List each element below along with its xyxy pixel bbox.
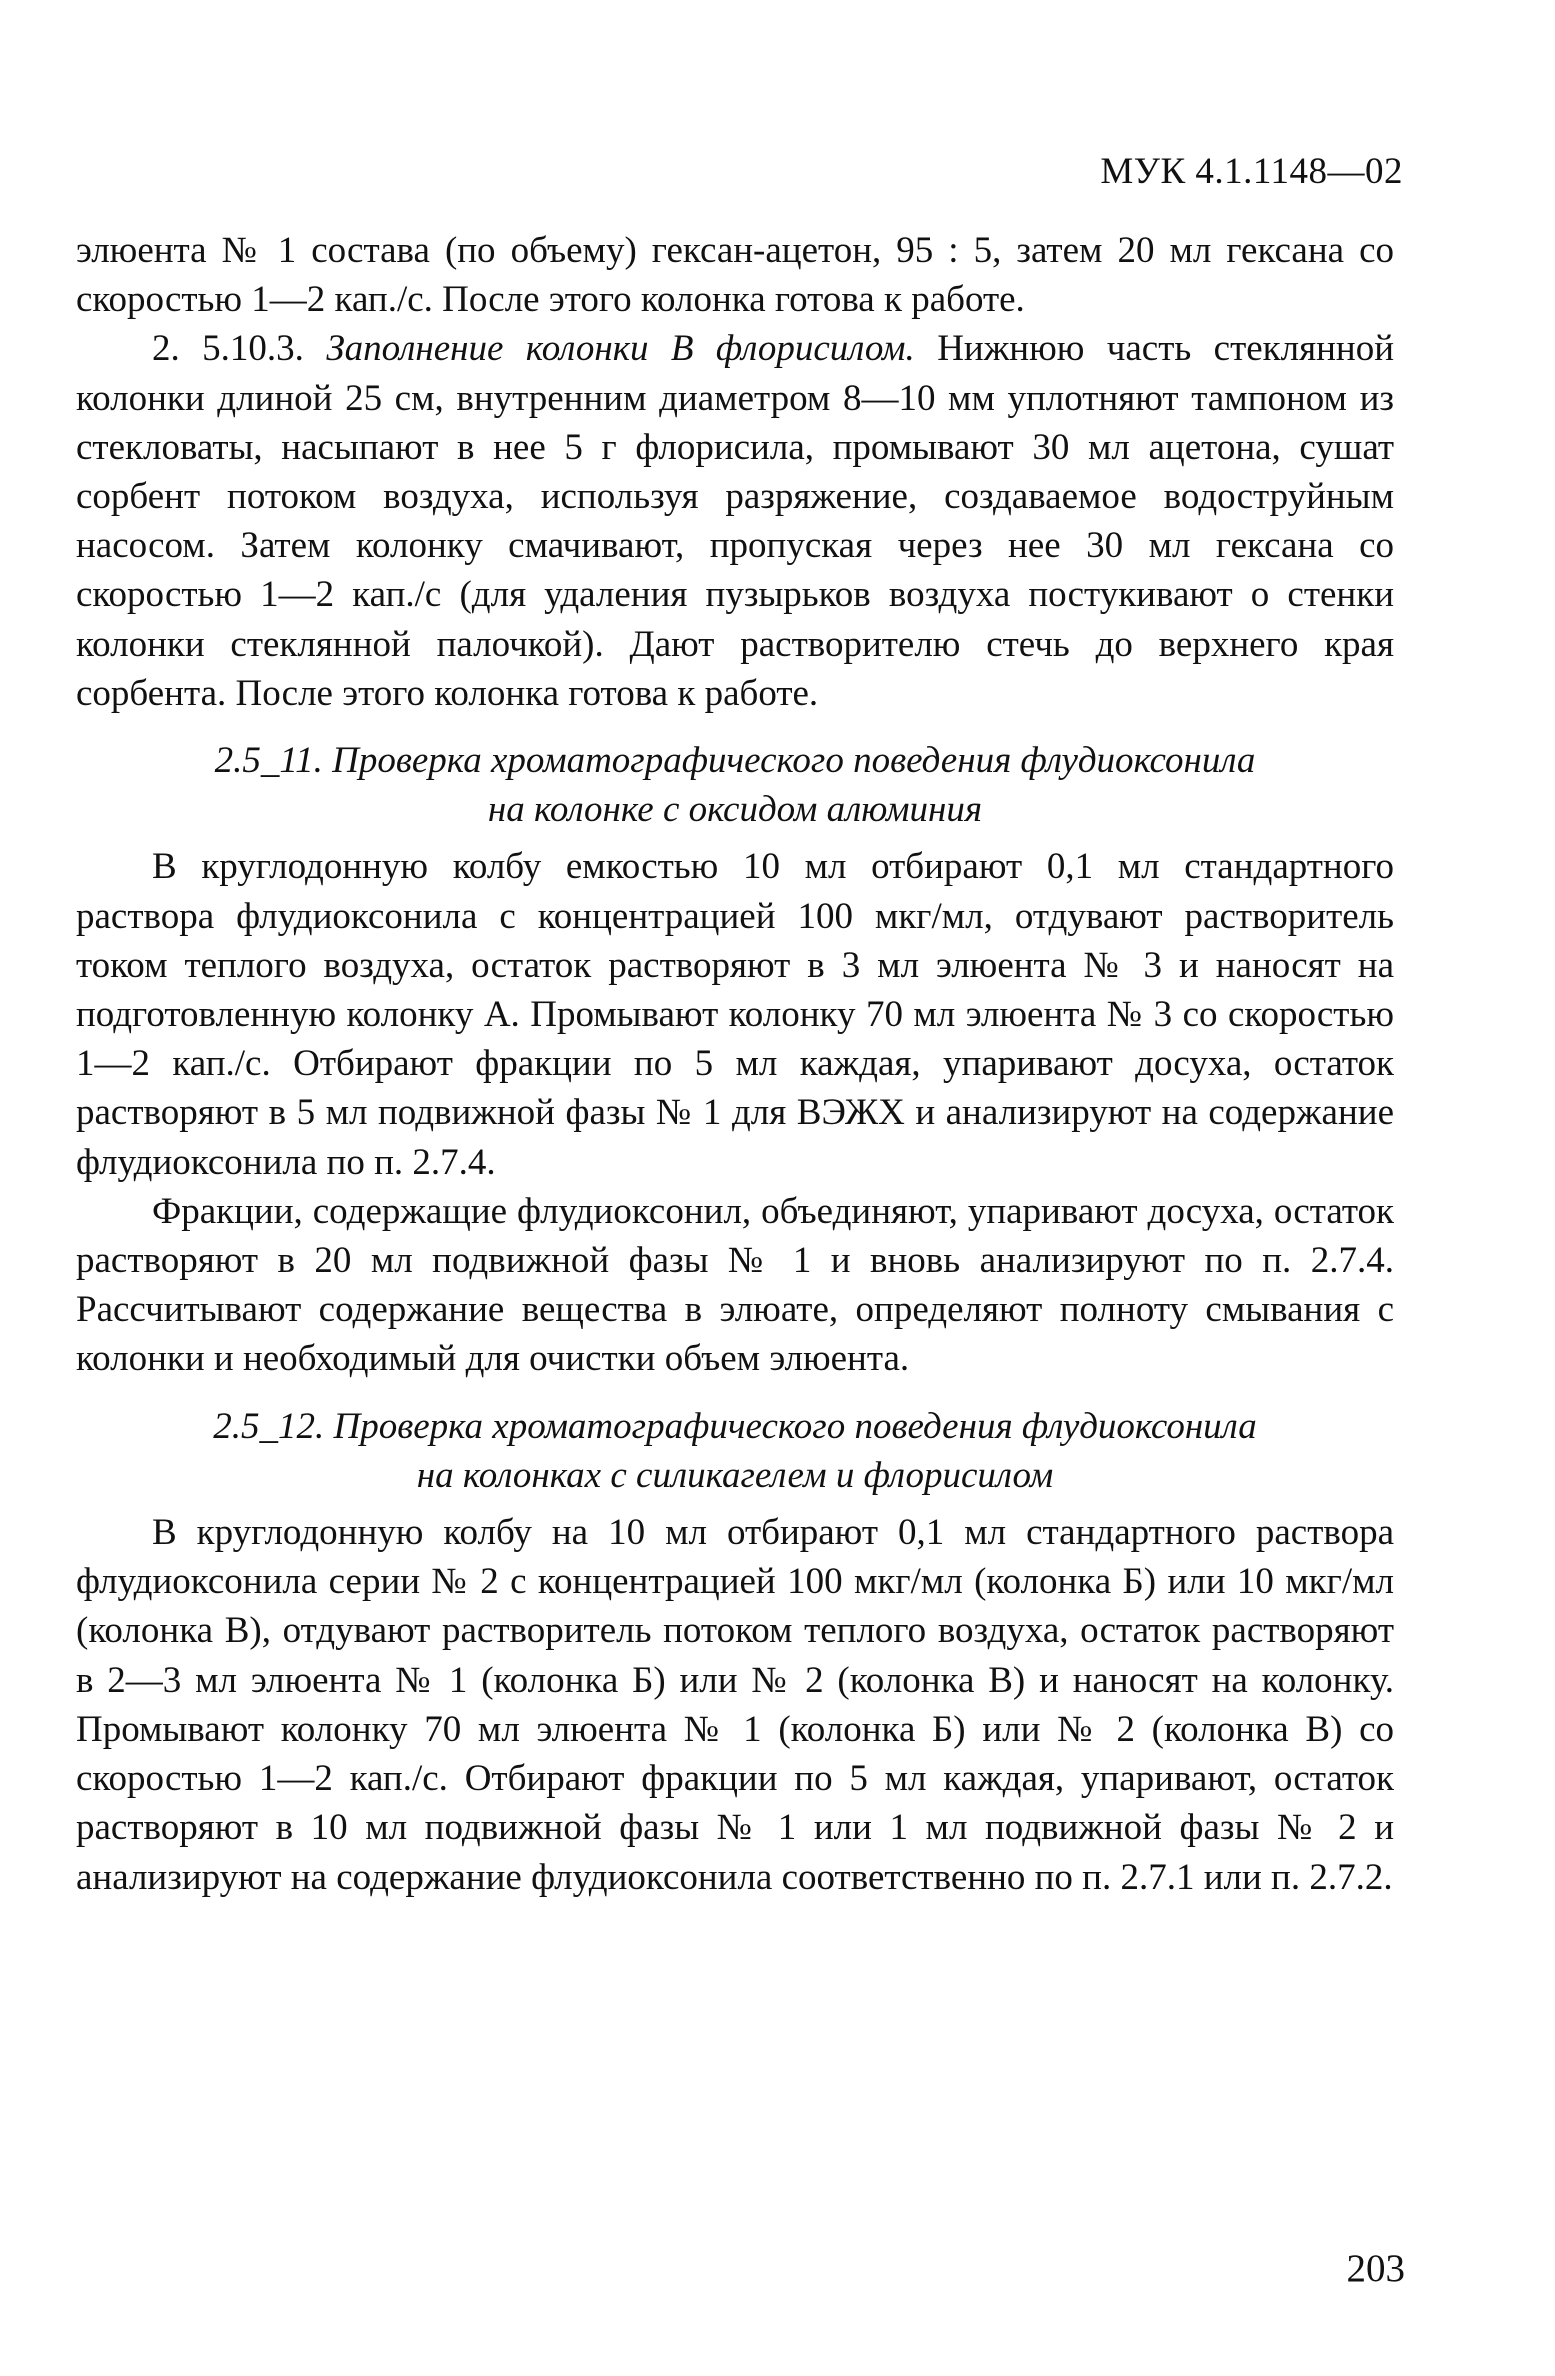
paragraph-eluent-continuation: элюента № 1 состава (по объему) гексан-ацетон, 95 : 5, затем 20 мл гексана со скоростью 1—2 кап./с. После этого колонка готова к работе. [76, 230, 1394, 321]
heading-line: на колонке с оксидом алюминия [487, 789, 983, 831]
section-heading-alumina [76, 736, 1394, 834]
heading-line: на колонках с силикагелем и флорисилом [416, 1454, 1054, 1496]
paragraph-fractions: Фракции, содержащие флудиоксонил, объединяют, упаривают досуха, остаток растворяют в 20 мл подвижной фазы № 1 и вновь анализируют по п. 2.7.4. Рассчитывают содержание вещества в элюате, определяют полноту смывания с колонки и необходимый для очистки объем элюента. [76, 1190, 1394, 1380]
section-body: Нижнюю часть стеклянной колонки длиной 25 см, внутренним диаметром 8—10 мм уплотняют тампоном из стекловаты, насыпают в нее 5 г флорисила, промывают 30 мл ацетона, сушат сорбент потоком воздуха, используя разряжение, создаваемое водоструйным насосом. Затем колонку смачивают, пропуская через нее 30 мл гексана со скоростью 1—2 кап./с (для удаления пузырьков воздуха постукивают о стенки колонки стеклянной палочкой). Дают растворителю стечь до верхнего края сорбента. После этого колонка готова к работе. [76, 328, 1395, 714]
document-code-header: МУК 4.1.1148—02 [1100, 151, 1403, 192]
paragraph-silica-procedure: В круглодонную колбу на 10 мл отбирают 0,1 мл стандартного раствора флудиоксонила серии № 2 с концентрацией 100 мкг/мл (колонка Б) или 10 мкг/мл (колонка В), отдувают растворитель потоком теплого воздуха, остаток растворяют в 2—3 мл элюента № 1 (колонка Б) или № 2 (колонка В) и наносят на колонку. Промывают колонку 70 мл элюента № 1 (колонка Б) или № 2 (колонка В) со скоростью 1—2 кап./с. Отбирают фракции по 5 мл каждая, упаривают, остаток растворяют в 10 мл подвижной фазы № 1 или 1 мл подвижной фазы № 2 и анализируют на содержание флудиоксонила соответственно по п. 2.7.1 или п. 2.7.2. [76, 1512, 1394, 1898]
page-number: 203 [1346, 2247, 1405, 2290]
heading-line: 2.5_11. Проверка хроматографического поведения флудиоксонила [214, 740, 1256, 782]
document-body [76, 226, 1394, 1902]
section-heading-silica-florisil [76, 1402, 1394, 1500]
section-title: Заполнение колонки В флорисилом. [326, 328, 915, 370]
paragraph-alumina-procedure: В круглодонную колбу емкостью 10 мл отбирают 0,1 мл стандартного раствора флудиоксонила с концентрацией 100 мкг/мл, отдувают растворитель током теплого воздуха, остаток растворяют в 3 мл элюента № 3 и наносят на подготовленную колонку А. Промывают колонку 70 мл элюента № 3 со скоростью 1—2 кап./с. Отбирают фракции по 5 мл каждая, упаривают досуха, остаток растворяют в 5 мл подвижной фазы № 1 для ВЭЖХ и анализируют на содержание флудиоксонила по п. 2.7.4. [76, 846, 1394, 1183]
section-number: 2. 5.10.3. [152, 328, 304, 370]
paragraph-column-v-filling [76, 324, 1394, 718]
heading-line: 2.5_12. Проверка хроматографического поведения флудиоксонила [213, 1405, 1257, 1447]
